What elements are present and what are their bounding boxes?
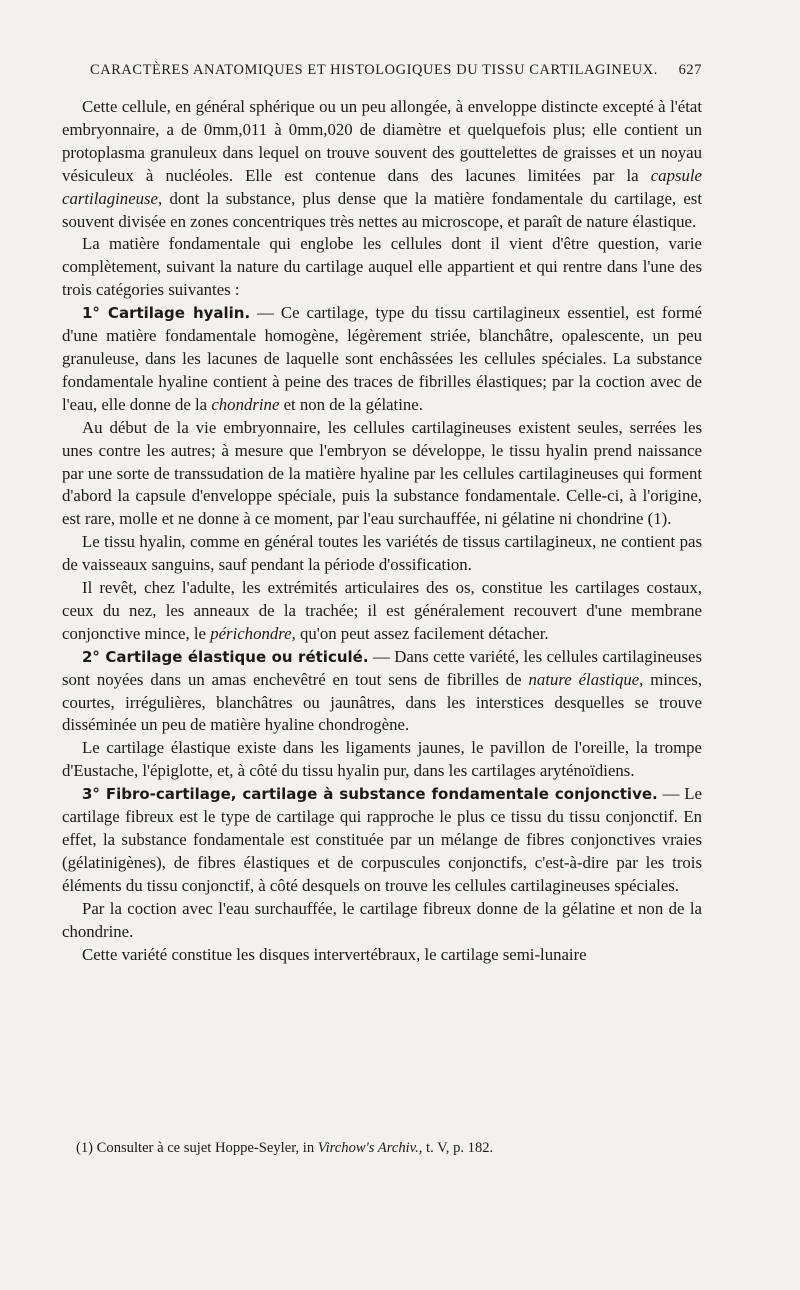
paragraph-11: Cette variété constitue les disques intervertébraux, le cartilage semi-lunaire [82,944,587,964]
paragraph-2: La matière fondamentale qui englobe les cellules dont il vient d'être question, varie complètement, suivant la nature du cartilage auquel elle appartient et qui rentre dans l'une des trois catégories suivantes : [62,234,702,300]
paragraph-hyalin: 1° Cartilage hyalin. — Ce cartilage, type du tissu cartilagineux essentiel, est formé d'une matière fondamentale homogène, légèrement striée, blanchâtre, opalescente, un peu granuleuse, dans les lacunes de laquelle sont enchâssées les cellules spéciales. La substance fondamentale hyaline contient à peine des traces de fibrilles élastiques; par la coction avec de l'eau, elle donne de la chondrine et non de la gélatine. [62,303,702,414]
paragraph-8: Le cartilage élastique existe dans les ligaments jaunes, le pavillon de l'oreille, la trompe d'Eustache, l'épiglotte, et, à côté du tissu hyalin pur, dans les cartilages aryténoïdiens. [62,738,702,781]
paragraph-elastique: 2° Cartilage élastique ou réticulé. — Dans cette variété, les cellules cartilagineuses sont noyées dans un amas enchevêtré en tout sens de fibrilles de nature élastique, minces, courtes, irrégulières, blanchâtres ou jaunâtres, dans les interstices desquelles se trouve disséminée un peu de matière hyaline chondrogène. [62,646,703,735]
section-heading: 3° Fibro-cartilage, cartilage à substance fondamentale conjonctive. [82,785,658,804]
paragraph-1: Cette cellule, en général sphérique ou un peu allongée, à enveloppe distincte excepté à l'état embryonnaire, a de 0mm,011 à 0mm,020 de diamètre et quelquefois plus; elle contient un protoplasma granuleux dans lequel on trouve souvent des gouttelettes de graisses et un noyau vésiculeux à nucléoles. Elle est contenue dans des lacunes limitées par la capsule cartilagineuse, dont la substance, plus dense que la matière fondamentale du cartilage, est souvent divisée en zones concentriques très nettes au microscope, et paraît de nature élastique. [62,97,703,231]
paragraph-4: Au début de la vie embryonnaire, les cellules cartilagineuses existent seules, serrées les unes contre les autres; à mesure que l'embryon se développe, le tissu hyalin prend naissance par une sorte de transsudation de la matière hyaline par les cellules cartilagineuses qui forment d'abord la capsule d'enveloppe spéciale, puis la substance fondamentale. Celle-ci, à l'origine, est rare, molle et ne donne à ce moment, par l'eau surchauffée, ni gélatine ni chondrine (1). [62,417,702,529]
body-text [62,96,702,966]
paragraph-5: Le tissu hyalin, comme en général toutes les variétés de tissus cartilagineux, ne contient pas de vaisseaux sanguins, sauf pendant la période d'ossification. [62,532,702,575]
paragraph-6: Il revêt, chez l'adulte, les extrémités articulaires des os, constitue les cartilages costaux, ceux du nez, les anneaux de la trachée; il est généralement recouvert d'une membrane conjonctive mince, le périchondre, qu'on peut assez facilement détacher. [62,578,702,643]
page-number: 627 [678,62,702,78]
footnote: (1) Consulter à ce sujet Hoppe-Seyler, in Virchow's Archiv., t. V, p. 182. [76,1140,494,1156]
paragraph-fibro: 3° Fibro-cartilage, cartilage à substance fondamentale conjonctive. — Le cartilage fibreux est le type de cartilage qui rapproche le plus ce tissu du tissu conjonctif. En effet, la substance fondamentale est constituée par un mélange de fibres conjonctives vraies (gélatinigènes), de fibres élastiques et de corpuscules conjonctifs, c'est-à-dire par les trois éléments du tissu conjonctif, à côté desquels on trouve les cellules cartilagineuses spéciales. [62,784,702,895]
paragraph-10: Par la coction avec l'eau surchauffée, le cartilage fibreux donne de la gélatine et non de la chondrine. [62,898,702,941]
running-header [90,62,702,79]
section-heading: 2° Cartilage élastique ou réticulé. [82,647,369,666]
header-title: CARACTÈRES ANATOMIQUES ET HISTOLOGIQUES DU TISSU CARTILAGINEUX. [90,62,658,78]
section-heading: 1° Cartilage hyalin. [82,304,251,323]
